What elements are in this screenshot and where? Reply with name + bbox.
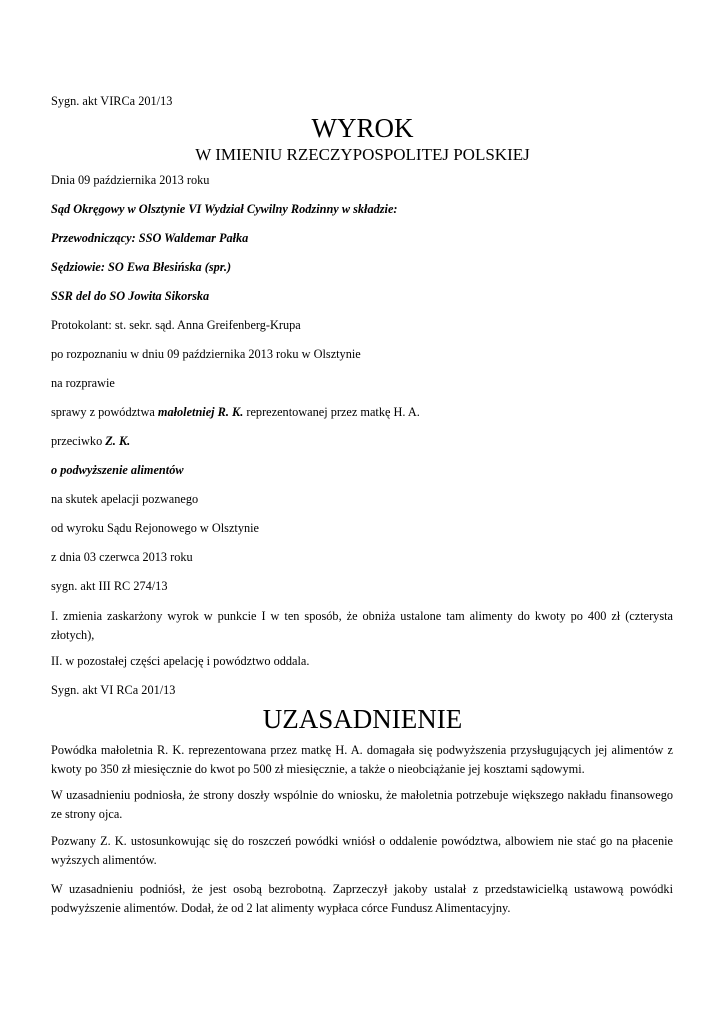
lower-court-judgment: od wyroku Sądu Rejonowego w Olsztynie (51, 521, 259, 535)
judges: Sędziowie: SO Ewa Błesińska (spr.) (51, 260, 232, 274)
court-composition: Sąd Okręgowy w Olsztynie VI Wydział Cywilny Rodzinny w składzie: (51, 202, 398, 216)
against-prefix: przeciwko (51, 434, 106, 448)
plaintiff-name: małoletniej R. K. (157, 405, 244, 419)
defendant-line (51, 434, 130, 449)
verdict-point-1: I. zmienia zaskarżony wyrok w punkcie I w ten sposób, że obniża ustalone tam alimenty do kwoty po 400 zł (czterysta złotych), (51, 609, 673, 642)
case-subject: o podwyższenie alimentów (51, 463, 184, 477)
case-signature: Sygn. akt VIRCa 201/13 (51, 94, 173, 108)
defendant-name: Z. K. (105, 434, 131, 448)
justification-paragraph: Pozwany Z. K. ustosunkowując się do roszczeń powódki wniósł o oddalenie powództwa, albowiem nie stać go na płacenie wyższych alimentów. (51, 834, 673, 867)
delegated-judge: SSR del do SO Jowita Sikorska (51, 289, 210, 303)
hearing-info: po rozpoznaniu w dniu 09 października 2013 roku w Olsztynie (51, 347, 361, 361)
verdict-subtitle: W IMIENIU RZECZYPOSPOLITEJ POLSKIEJ (195, 145, 530, 164)
justification-paragraph: Powódka małoletnia R. K. reprezentowana przez matkę H. A. domagała się podwyższenia przysługujących jej alimentów z kwoty po 350 zł miesięcznie do kwot po 500 zł miesięcznie, a także o nieobciążanie jej kosztami sądowymi. (51, 743, 673, 776)
justification-paragraph: W uzasadnieniu podniósł, że jest osobą bezrobotną. Zaprzeczył jakoby ustalał z przedstawicielką ustawową powódki podwyższenie alimentów. Dodał, że od 2 lat alimenty wypłaca córce Fundusz Alimentacyjny. (51, 882, 673, 915)
session-type: na rozprawie (51, 376, 115, 390)
lower-court-signature: sygn. akt III RC 274/13 (51, 579, 168, 593)
verdict-point-2: II. w pozostałej części apelację i powództwo oddala. (51, 654, 310, 668)
judgment-date: z dnia 03 czerwca 2013 roku (51, 550, 193, 564)
justification-title: UZASADNIENIE (262, 704, 463, 734)
verdict-title: WYROK (311, 113, 414, 143)
case-prefix: sprawy z powództwa (51, 405, 158, 419)
justification-paragraph: W uzasadnieniu podniosła, że strony doszły wspólnie do wniosku, że małoletnia potrzebuje większego nakładu finansowego ze strony ojca. (51, 788, 673, 821)
verdict-date: Dnia 09 października 2013 roku (51, 173, 210, 187)
court-clerk: Protokolant: st. sekr. sąd. Anna Greifenberg-Krupa (51, 318, 301, 332)
presiding-judge: Przewodniczący: SSO Waldemar Pałka (51, 231, 249, 245)
case-parties (51, 405, 420, 420)
case-suffix: reprezentowanej przez matkę H. A. (243, 405, 420, 419)
appeal-info: na skutek apelacji pozwanego (51, 492, 199, 506)
justification-signature: Sygn. akt VI RCa 201/13 (51, 683, 176, 697)
